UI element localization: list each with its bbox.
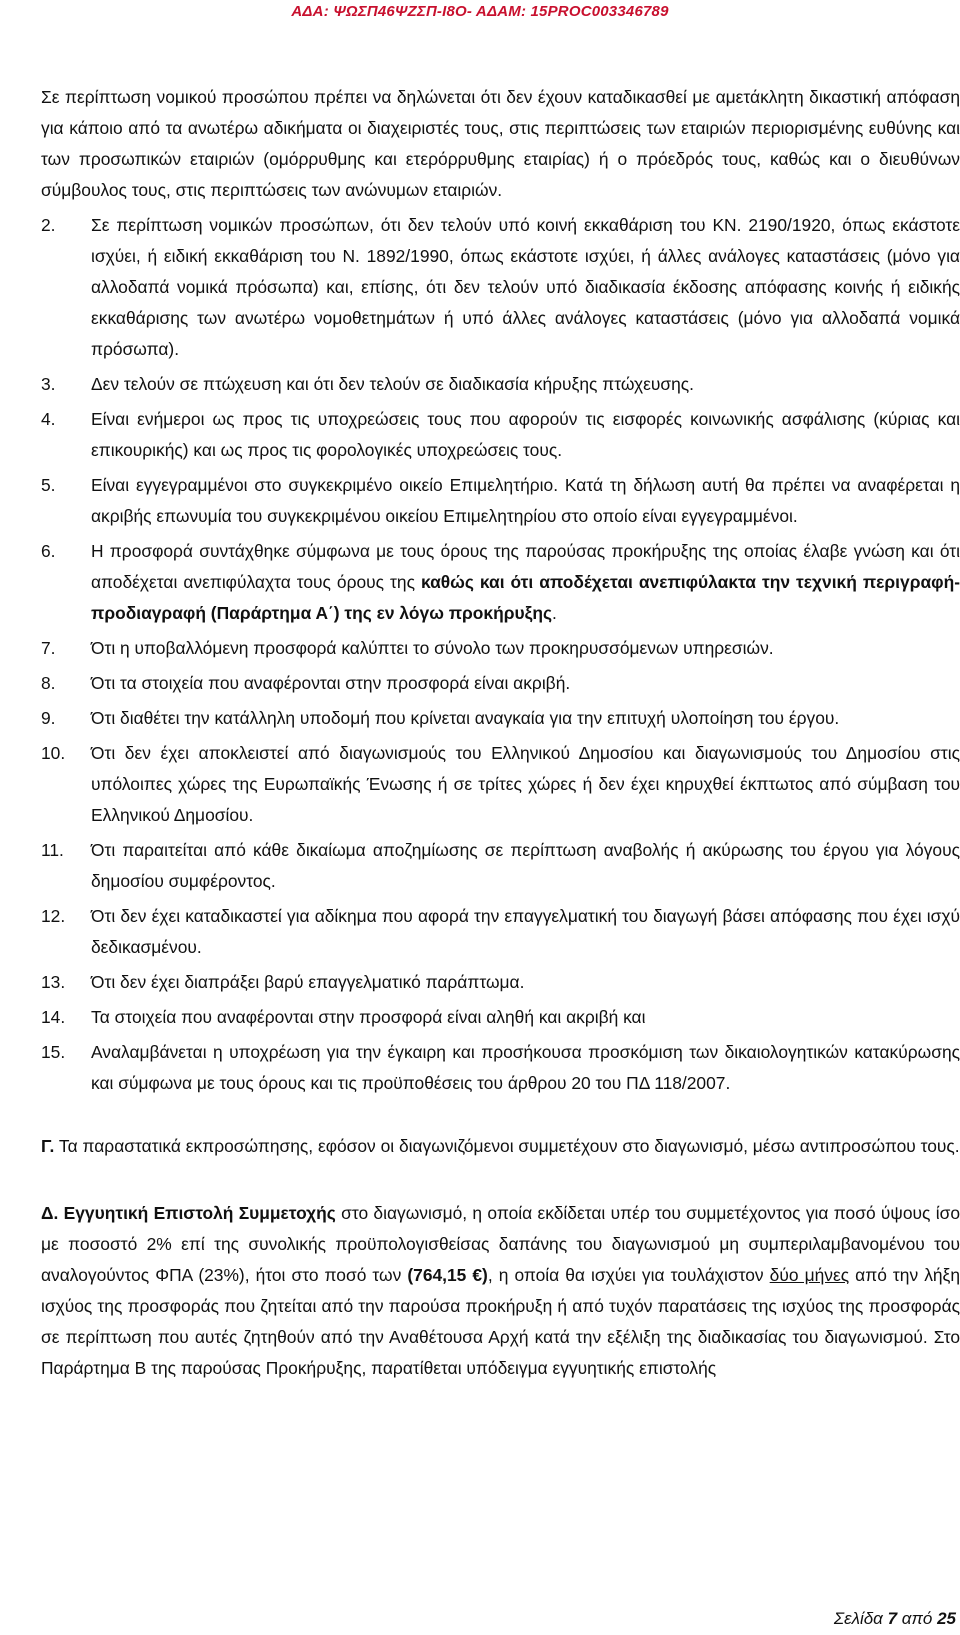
item-number: 12.	[41, 906, 66, 926]
validity-duration: δύο μήνες	[769, 1265, 850, 1285]
page-number-footer	[834, 1609, 956, 1629]
item-number: 10.	[41, 743, 66, 763]
item-number: 14.	[41, 1007, 66, 1027]
list-item	[41, 404, 960, 466]
item-text: Τα στοιχεία που αναφέρονται στην προσφορά είναι αληθή και ακριβή και	[91, 1007, 646, 1027]
item-text: Ότι παραιτείται από κάθε δικαίωμα αποζημίωσης σε περίπτωση αναβολής ή ακύρωσης του έργου για λόγους δημοσίου συμφέροντος.	[91, 840, 960, 891]
item-number: 9.	[41, 708, 56, 728]
item-number: 13.	[41, 972, 66, 992]
intro-paragraph: Σε περίπτωση νομικού προσώπου πρέπει να δηλώνεται ότι δεν έχουν καταδικασθεί με αμετάκλητη δικαστική απόφαση για κάποιο από τα ανωτέρω αδικήματα οι διαχειριστές τους, στις περιπτώσεις των εταιριών περιορισμένης ευθύνης και των προσωπικών εταιριών (ομόρρυθμης και ετερόρρυθμης εταιρίας) ή ο πρόεδρός τους, καθώς και ο διευθύνων σύμβουλος τους, στις περιπτώσεις των ανώνυμων εταιριών.	[41, 87, 960, 200]
list-item	[41, 1002, 960, 1033]
list-item	[41, 1037, 960, 1099]
item-text: Αναλαμβάνεται η υποχρέωση για την έγκαιρη και προσήκουσα προσκόμιση των δικαιολογητικών κατακύρωσης και σύμφωνα με τους όρους και τις προϋποθέσεις του άρθρου 20 του ΠΔ 118/2007.	[91, 1042, 960, 1093]
section-d-paragraph	[41, 1198, 960, 1384]
document-body	[41, 82, 960, 1384]
item-tail: .	[552, 603, 557, 623]
item-number: 8.	[41, 673, 56, 693]
list-item	[41, 967, 960, 998]
list-item	[41, 470, 960, 532]
section-d-text-3: από την λήξη ισχύος της προσφοράς που ζητείται από την παρούσα προκήρυξη ή από τυχόν παρατάσεις της ισχύος της προσφοράς σε περίπτωση που αυτές ζητηθούν από την Αναθέτουσα Αρχή κατά την εξέλιξη της διαδικασίας του διαγωνισμού. Στο Παράρτημα Β της παρούσας Προκήρυξης, παρατίθεται υπόδειγμα εγγυητικής επιστολής	[41, 1265, 960, 1378]
item-number: 3.	[41, 374, 56, 394]
document-header-ada: ΑΔΑ: ΨΩΣΠ46ΨΖΣΠ-Ι8Ο- ΑΔΑΜ: 15PROC003346789	[291, 3, 669, 20]
list-item	[41, 901, 960, 963]
item-text: Είναι εγγεγραμμένοι στο συγκεκριμένο οικείο Επιμελητήριο. Κατά τη δήλωση αυτή θα πρέπει να αναφέρεται η ακριβής επωνυμία του συγκεκριμένου οικείου Επιμελητηρίου στο οποίο είναι εγγεγραμμένοι.	[91, 475, 960, 526]
total-pages: 25	[937, 1609, 956, 1628]
item-text: Ότι η υποβαλλόμενη προσφορά καλύπτει το σύνολο των προκηρυσσόμενων υπηρεσιών.	[91, 638, 774, 658]
item-number: 7.	[41, 638, 56, 658]
footer-prefix: Σελίδα	[833, 1609, 888, 1628]
current-page: 7	[887, 1609, 898, 1628]
item-number: 4.	[41, 409, 56, 429]
item-text: Ότι διαθέτει την κατάλληλη υποδομή που κρίνεται αναγκαία για την επιτυχή υλοποίηση του έργου.	[91, 708, 840, 728]
section-g-text: Τα παραστατικά εκπροσώπησης, εφόσον οι διαγωνιζόμενοι συμμετέχουν στο διαγωνισμό, μέσω αντιπροσώπου τους.	[54, 1136, 960, 1156]
item-number: 5.	[41, 475, 56, 495]
section-d-text-1: στο διαγωνισμό, η οποία εκδίδεται υπέρ του συμμετέχοντος για ποσό ύψους ίσο με ποσοστό 2% επί της συνολικής προϋπολογισθείσας δαπάνης του διαγωνισμού μη συμπεριλαμβανομένου του αναλογούντος ΦΠΑ (23%), ήτοι στο ποσό των	[41, 1203, 960, 1285]
item-text: Ότι τα στοιχεία που αναφέρονται στην προσφορά είναι ακριβή.	[91, 673, 571, 693]
item-text: Ότι δεν έχει καταδικαστεί για αδίκημα που αφορά την επαγγελματική του διαγωγή βάσει απόφασης που έχει ισχύ δεδικασμένου.	[91, 906, 960, 957]
list-item	[41, 703, 960, 734]
list-item	[41, 835, 960, 897]
item-text: Δεν τελούν σε πτώχευση και ότι δεν τελούν σε διαδικασία κήρυξης πτώχευσης.	[91, 374, 694, 394]
section-g-label: Γ.	[41, 1136, 55, 1156]
item-text: Ότι δεν έχει διαπράξει βαρύ επαγγελματικό παράπτωμα.	[91, 972, 525, 992]
list-item	[41, 369, 960, 400]
section-g-paragraph	[41, 1131, 960, 1162]
list-item	[41, 536, 960, 629]
list-item	[41, 738, 960, 831]
item-text: Είναι ενήμεροι ως προς τις υποχρεώσεις τους που αφορούν τις εισφορές κοινωνικής ασφάλισης (κύριας και επικουρικής) και ως προς τις φορολογικές υποχρεώσεις τους.	[91, 409, 960, 460]
guarantee-amount: (764,15 €)	[407, 1265, 488, 1285]
list-item	[41, 633, 960, 664]
item-text: Σε περίπτωση νομικών προσώπων, ότι δεν τελούν υπό κοινή εκκαθάριση του ΚΝ. 2190/1920, όπως εκάστοτε ισχύει, ή ειδική εκκαθάριση του Ν. 1892/1990, όπως εκάστοτε ισχύει, ή άλλες ανάλογες καταστάσεις (μόνο για αλλοδαπά νομικά πρόσωπα) και, επίσης, ότι δεν τελούν υπό διαδικασία έκδοσης απόφασης κοινής ή ειδικής εκκαθάρισης των ανωτέρω νομοθετημάτων ή υπό άλλες ανάλογες καταστάσεις (μόνο για αλλοδαπά νομικά πρόσωπα).	[91, 215, 960, 359]
item-number: 11.	[41, 840, 64, 860]
item-number: 2.	[41, 215, 56, 235]
list-item	[41, 210, 960, 365]
item-text: Ότι δεν έχει αποκλειστεί από διαγωνισμούς του Ελληνικού Δημοσίου και διαγωνισμούς του Δημοσίου στις υπόλοιπες χώρες της Ευρωπαϊκής Ένωσης ή σε τρίτες χώρες ή δεν έχει κηρυχθεί έκπτωτος από σύμβαση του Ελληνικού Δημοσίου.	[91, 743, 960, 825]
footer-middle: από	[897, 1609, 938, 1628]
item-number: 15.	[41, 1042, 66, 1062]
section-d-text-2: , η οποία θα ισχύει για τουλάχιστον	[487, 1265, 770, 1285]
requirements-list	[41, 210, 960, 1099]
item-bold-text: καθώς και ότι αποδέχεται ανεπιφύλακτα την τεχνική περιγραφή-προδιαγραφή (Παράρτημα Α΄) της εν λόγω προκήρυξης	[91, 572, 960, 623]
list-item	[41, 668, 960, 699]
item-text: Η προσφορά συντάχθηκε σύμφωνα με τους όρους της παρούσας προκήρυξης της οποίας έλαβε γνώση και ότι αποδέχεται ανεπιφύλαχτα τους όρους της	[91, 541, 960, 592]
section-d-label: Δ. Εγγυητική Επιστολή Συμμετοχής	[41, 1203, 336, 1223]
item-number: 6.	[41, 541, 56, 561]
